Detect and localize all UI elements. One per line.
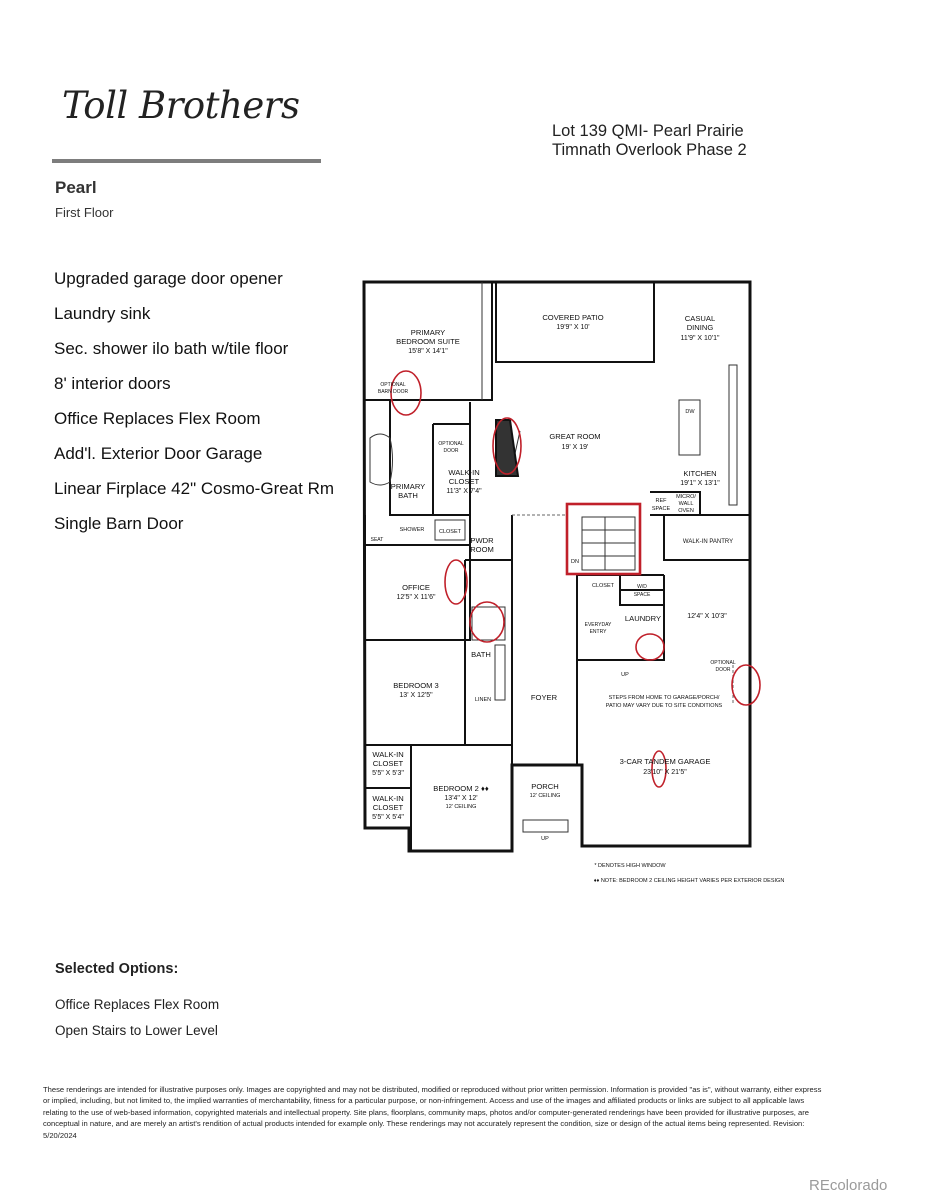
room-label: DOOR (715, 667, 731, 673)
stairs-direction: DN (571, 559, 579, 565)
selected-option-item: Office Replaces Flex Room (55, 997, 220, 1012)
disclaimer: These renderings are intended for illustrative purposes only. Images are copyrighted and may not be distributed, modified or reproduced without prior written permission. Information is provided "as is", without warranty, either express or implied, including, but not limited to, the implied warranties of merchantability, fitness for a particular purpose, or non-infringement. Access and use of the images and affiliated products or links are subject to all applicable laws relating to the use of web-based information, copyrighted materials and intellectual property. Site plans, floorplans, community maps, photos and/or computer-generated renderings have been provided for illustrative purposes, are conceptual in nature, and are merely an artist's rendition of actual products intended for example only. These renderings may not accurately represent the condition, size or design of the actual items being represented. Revision: 5/20/2024 (43, 1085, 822, 1140)
room-label: BEDROOM 3 (393, 681, 439, 690)
room-label: OPTIONAL (380, 382, 406, 388)
note-label: PATIO MAY VARY DUE TO SITE CONDITIONS (605, 703, 723, 709)
room-label: CLOSET (372, 803, 404, 812)
room-dim: 19'1" X 13'1" (680, 480, 720, 487)
room-label: CASUAL (684, 314, 716, 323)
step-direction: UP (541, 836, 549, 842)
room-label: OPTIONAL (710, 660, 736, 666)
room-label: KITCHEN (683, 469, 717, 478)
room-label: GREAT ROOM (549, 432, 601, 441)
room-dim: 5'5" X 5'4" (372, 814, 404, 821)
room-label: MICRO/ (676, 494, 696, 500)
annotation-circle (445, 560, 467, 604)
room-label: BARN DOOR (377, 389, 409, 395)
room-dim: 11'9" X 10'1" (680, 335, 720, 342)
room-dim: 12' CEILING (445, 804, 477, 810)
room-label: LAUNDRY (624, 614, 662, 623)
room-label: W/D (637, 584, 647, 590)
selected-options-list (55, 997, 219, 1049)
room-label: 3-CAR TANDEM GARAGE (619, 757, 711, 766)
room-label: CLOSET (438, 529, 462, 535)
upgrade-item: Linear Firplace 42" Cosmo-Great Rm (54, 479, 335, 498)
floor-name: First Floor (55, 205, 114, 220)
selected-options-title: Selected Options: (55, 961, 179, 977)
room-label: CLOSET (591, 583, 615, 589)
room-label: DW (685, 409, 695, 415)
note-label: STEPS FROM HOME TO GARAGE/PORCH/ (608, 695, 720, 701)
room-label: WALK-IN PANTRY (682, 539, 734, 545)
lot-line-1: Lot 139 QMI- Pearl Prairie (552, 122, 744, 140)
plan-name: Pearl (55, 178, 97, 197)
toll-brothers-logo: Toll Brothers (62, 84, 300, 127)
upgrade-item: Laundry sink (54, 304, 151, 323)
lot-line-2: Timnath Overlook Phase 2 (552, 141, 747, 159)
room-label: SPACE (651, 506, 671, 512)
upgrade-item: Add'l. Exterior Door Garage (54, 444, 263, 463)
room-dim: 12'5" X 11'6" (396, 594, 436, 601)
room-label: SHOWER (399, 527, 425, 533)
room-label: DOOR (443, 448, 459, 454)
room-label: COVERED PATIO (542, 313, 604, 322)
room-label: CLOSET (448, 477, 480, 486)
upgrade-item: 8' interior doors (54, 374, 171, 393)
room-label: PRIMARY (390, 482, 426, 491)
room-label: REF (655, 498, 667, 504)
annotation-circle (470, 602, 504, 642)
room-label: CLOSET (372, 759, 404, 768)
room-label: EVERYDAY (584, 622, 612, 628)
room-label: LINEN (474, 697, 492, 703)
room-label: OPTIONAL (438, 441, 464, 447)
room-label: WALK-IN (372, 794, 404, 803)
room-dim: 13' X 12'5" (399, 692, 433, 699)
room-dim: 15'8" X 14'1" (408, 348, 448, 355)
room-label: FOYER (530, 693, 558, 702)
room-label: ENTRY (589, 629, 607, 635)
ceiling-note: ♦♦ NOTE: BEDROOM 2 CEILING HEIGHT VARIES PER EXTERIOR DESIGN (593, 878, 785, 884)
selected-option-item: Open Stairs to Lower Level (55, 1023, 218, 1038)
room-dim: 12' CEILING (529, 793, 561, 799)
annotation-circle (732, 665, 760, 705)
room-dim: 19'9" X 10' (556, 324, 590, 331)
room-label: WALK-IN (372, 750, 404, 759)
upgrade-item: Single Barn Door (54, 514, 184, 533)
room-label: PWDR (470, 536, 494, 545)
room-label: BATH (471, 650, 491, 659)
upgrade-item: Upgraded garage door opener (54, 269, 283, 288)
upgrade-item: Sec. shower ilo bath w/tile floor (54, 339, 289, 358)
room-dim: 19' X 19' (561, 444, 589, 451)
room-dim: 11'3" X 7'4" (446, 488, 482, 495)
upgrade-item: Office Replaces Flex Room (54, 409, 261, 428)
room-label: OFFICE (402, 583, 430, 592)
room-label: OVEN (678, 508, 694, 514)
room-label: WALK-IN (448, 468, 480, 477)
room-label: ROOM (470, 545, 494, 554)
room-label: SEAT (370, 537, 384, 543)
room-label: WALL (678, 501, 694, 507)
room-label: SPACE (633, 592, 651, 598)
high-window-note: * DENOTES HIGH WINDOW (594, 863, 666, 869)
room-label: PORCH (531, 782, 559, 791)
room-label: BEDROOM SUITE (396, 337, 460, 346)
step-direction: UP (621, 672, 629, 678)
recolorado-watermark: REcolorado (809, 1177, 888, 1194)
room-dim: 13'4" X 12' (444, 795, 478, 802)
annotation-circle (636, 634, 664, 660)
room-label: BATH (398, 491, 418, 500)
room-dim: 5'5" X 5'3" (372, 770, 404, 777)
room-dim: 12'4" X 10'3" (687, 613, 727, 620)
room-dim: 23'10" X 21'5" (643, 769, 687, 776)
room-label: DINING (686, 323, 714, 332)
room-label: PRIMARY (410, 328, 446, 337)
room-label: BEDROOM 2 ♦♦ (433, 784, 489, 793)
